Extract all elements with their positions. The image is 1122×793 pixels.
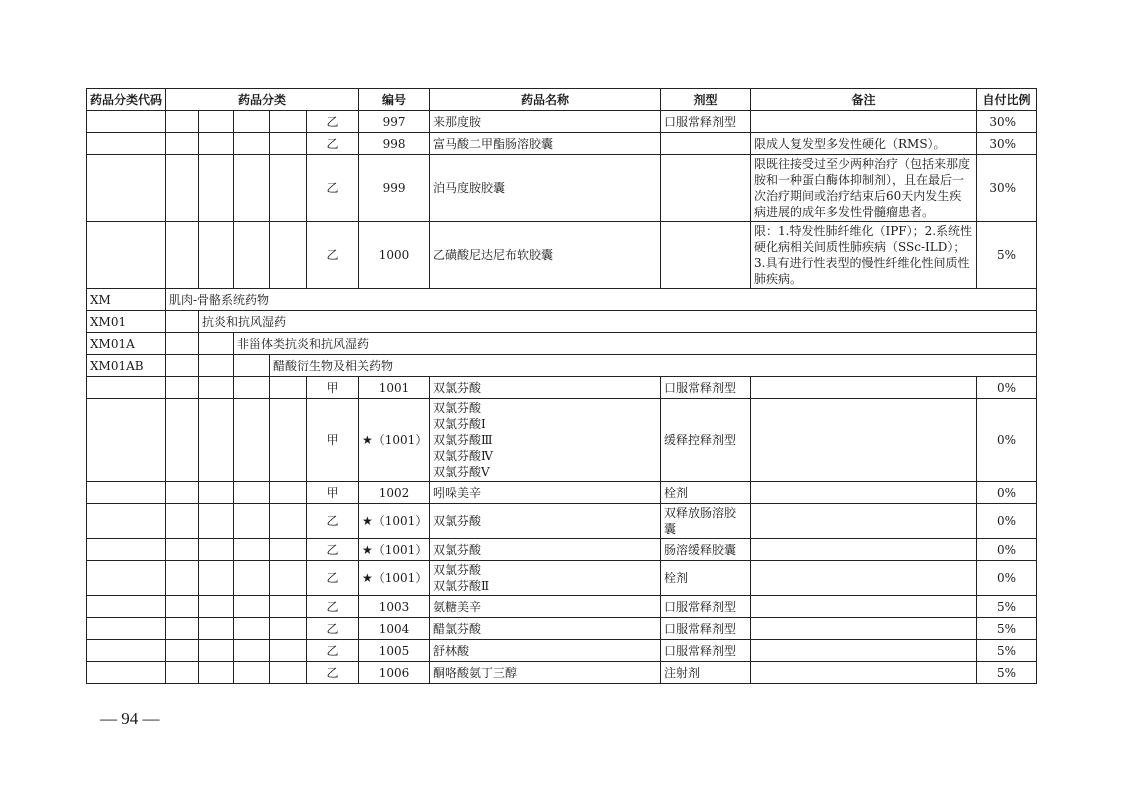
name-cell: 泊马度胺胶囊	[430, 155, 661, 222]
ratio-cell: 30%	[977, 111, 1037, 133]
name-cell: 酮咯酸氨丁三醇	[430, 662, 661, 684]
remarks-cell: 限：1.特发性肺纤维化（IPF）；2.系统性硬化病相关间质性肺疾病（SSc-ILD）；3.具有进行性表型的慢性纤维化性间质性肺疾病。	[751, 222, 977, 289]
number-cell: ★（1001）	[359, 561, 430, 596]
name-cell: 双氯芬酸 双氯芬酸Ⅰ 双氯芬酸Ⅲ 双氯芬酸Ⅳ 双氯芬酸Ⅴ	[430, 399, 661, 482]
table-row	[87, 539, 1037, 561]
category-code: XM01	[87, 311, 166, 333]
category-row-xm01	[87, 311, 1037, 333]
category-label: 醋酸衍生物及相关药物	[270, 355, 1037, 377]
category-code: XM	[87, 289, 166, 311]
header-name: 药品名称	[430, 89, 661, 111]
header-ratio: 自付比例	[977, 89, 1037, 111]
name-cell: 舒林酸	[430, 640, 661, 662]
category-row-xm01ab	[87, 355, 1037, 377]
table-row	[87, 561, 1037, 596]
form-cell: 口服常释剂型	[661, 618, 751, 640]
header-category: 药品分类	[166, 89, 359, 111]
form-cell	[661, 155, 751, 222]
remarks-cell: 限成人复发型多发性硬化（RMS）。	[751, 133, 977, 155]
number-cell: 1001	[359, 377, 430, 399]
name-cell: 富马酸二甲酯肠溶胶囊	[430, 133, 661, 155]
table-row	[87, 377, 1037, 399]
grade-cell: 乙	[307, 662, 359, 684]
name-cell: 乙磺酸尼达尼布软胶囊	[430, 222, 661, 289]
header-code: 药品分类代码	[87, 89, 166, 111]
ratio-cell: 0%	[977, 399, 1037, 482]
page-number: — 94 —	[100, 709, 160, 728]
name-cell: 吲哚美辛	[430, 482, 661, 504]
ratio-cell: 5%	[977, 222, 1037, 289]
number-cell: 1000	[359, 222, 430, 289]
name-cell: 来那度胺	[430, 111, 661, 133]
number-cell: 998	[359, 133, 430, 155]
grade-cell: 甲	[307, 377, 359, 399]
table-row	[87, 111, 1037, 133]
category-label: 抗炎和抗风湿药	[199, 311, 1037, 333]
grade-cell: 乙	[307, 111, 359, 133]
ratio-cell: 0%	[977, 504, 1037, 539]
form-cell	[661, 222, 751, 289]
category-code: XM01AB	[87, 355, 166, 377]
form-cell	[661, 133, 751, 155]
table-row	[87, 399, 1037, 482]
form-cell: 肠溶缓释胶囊	[661, 539, 751, 561]
number-cell: 1003	[359, 596, 430, 618]
name-cell: 双氯芬酸	[430, 504, 661, 539]
form-cell: 口服常释剂型	[661, 640, 751, 662]
form-cell: 栓剂	[661, 561, 751, 596]
form-cell: 栓剂	[661, 482, 751, 504]
category-label: 肌肉-骨骼系统药物	[166, 289, 1037, 311]
category-row-xm01a	[87, 333, 1037, 355]
number-cell: 997	[359, 111, 430, 133]
category-label: 非甾体类抗炎和抗风湿药	[234, 333, 1037, 355]
number-cell: ★（1001）	[359, 539, 430, 561]
grade-cell: 乙	[307, 618, 359, 640]
ratio-cell: 5%	[977, 640, 1037, 662]
form-cell: 缓释控释剂型	[661, 399, 751, 482]
grade-cell: 乙	[307, 596, 359, 618]
table-row	[87, 504, 1037, 539]
ratio-cell: 5%	[977, 596, 1037, 618]
grade-cell: 乙	[307, 640, 359, 662]
name-cell: 醋氯芬酸	[430, 618, 661, 640]
form-cell: 双释放肠溶胶囊	[661, 504, 751, 539]
number-cell: 1005	[359, 640, 430, 662]
number-cell: 1006	[359, 662, 430, 684]
category-code: XM01A	[87, 333, 166, 355]
table-row	[87, 222, 1037, 289]
grade-cell: 乙	[307, 561, 359, 596]
ratio-cell: 5%	[977, 618, 1037, 640]
table-row	[87, 596, 1037, 618]
table-row	[87, 662, 1037, 684]
ratio-cell: 0%	[977, 561, 1037, 596]
table-row	[87, 640, 1037, 662]
category-row-xm	[87, 289, 1037, 311]
header-remarks: 备注	[751, 89, 977, 111]
grade-cell: 乙	[307, 222, 359, 289]
ratio-cell: 30%	[977, 155, 1037, 222]
ratio-cell: 0%	[977, 482, 1037, 504]
form-cell: 注射剂	[661, 662, 751, 684]
grade-cell: 乙	[307, 133, 359, 155]
remarks-cell: 限既往接受过至少两种治疗（包括来那度胺和一种蛋白酶体抑制剂），且在最后一次治疗期间或治疗结束后60天内发生疾病进展的成年多发性骨髓瘤患者。	[751, 155, 977, 222]
table-row	[87, 155, 1037, 222]
form-cell: 口服常释剂型	[661, 377, 751, 399]
name-cell: 氨糖美辛	[430, 596, 661, 618]
grade-cell: 乙	[307, 539, 359, 561]
name-cell: 双氯芬酸	[430, 377, 661, 399]
ratio-cell: 5%	[977, 662, 1037, 684]
grade-cell: 甲	[307, 399, 359, 482]
number-cell: ★（1001）	[359, 399, 430, 482]
header-form: 剂型	[661, 89, 751, 111]
number-cell: ★（1001）	[359, 504, 430, 539]
table-row	[87, 618, 1037, 640]
table-row	[87, 482, 1037, 504]
grade-cell: 甲	[307, 482, 359, 504]
ratio-cell: 0%	[977, 377, 1037, 399]
form-cell: 口服常释剂型	[661, 111, 751, 133]
number-cell: 999	[359, 155, 430, 222]
number-cell: 1002	[359, 482, 430, 504]
grade-cell: 乙	[307, 155, 359, 222]
grade-cell: 乙	[307, 504, 359, 539]
header-number: 编号	[359, 89, 430, 111]
table-row	[87, 133, 1037, 155]
table-header-row	[87, 89, 1037, 111]
drug-catalog-table	[86, 88, 1037, 684]
remarks-cell	[751, 111, 977, 133]
form-cell: 口服常释剂型	[661, 596, 751, 618]
number-cell: 1004	[359, 618, 430, 640]
name-cell: 双氯芬酸 双氯芬酸Ⅱ	[430, 561, 661, 596]
ratio-cell: 30%	[977, 133, 1037, 155]
ratio-cell: 0%	[977, 539, 1037, 561]
name-cell: 双氯芬酸	[430, 539, 661, 561]
